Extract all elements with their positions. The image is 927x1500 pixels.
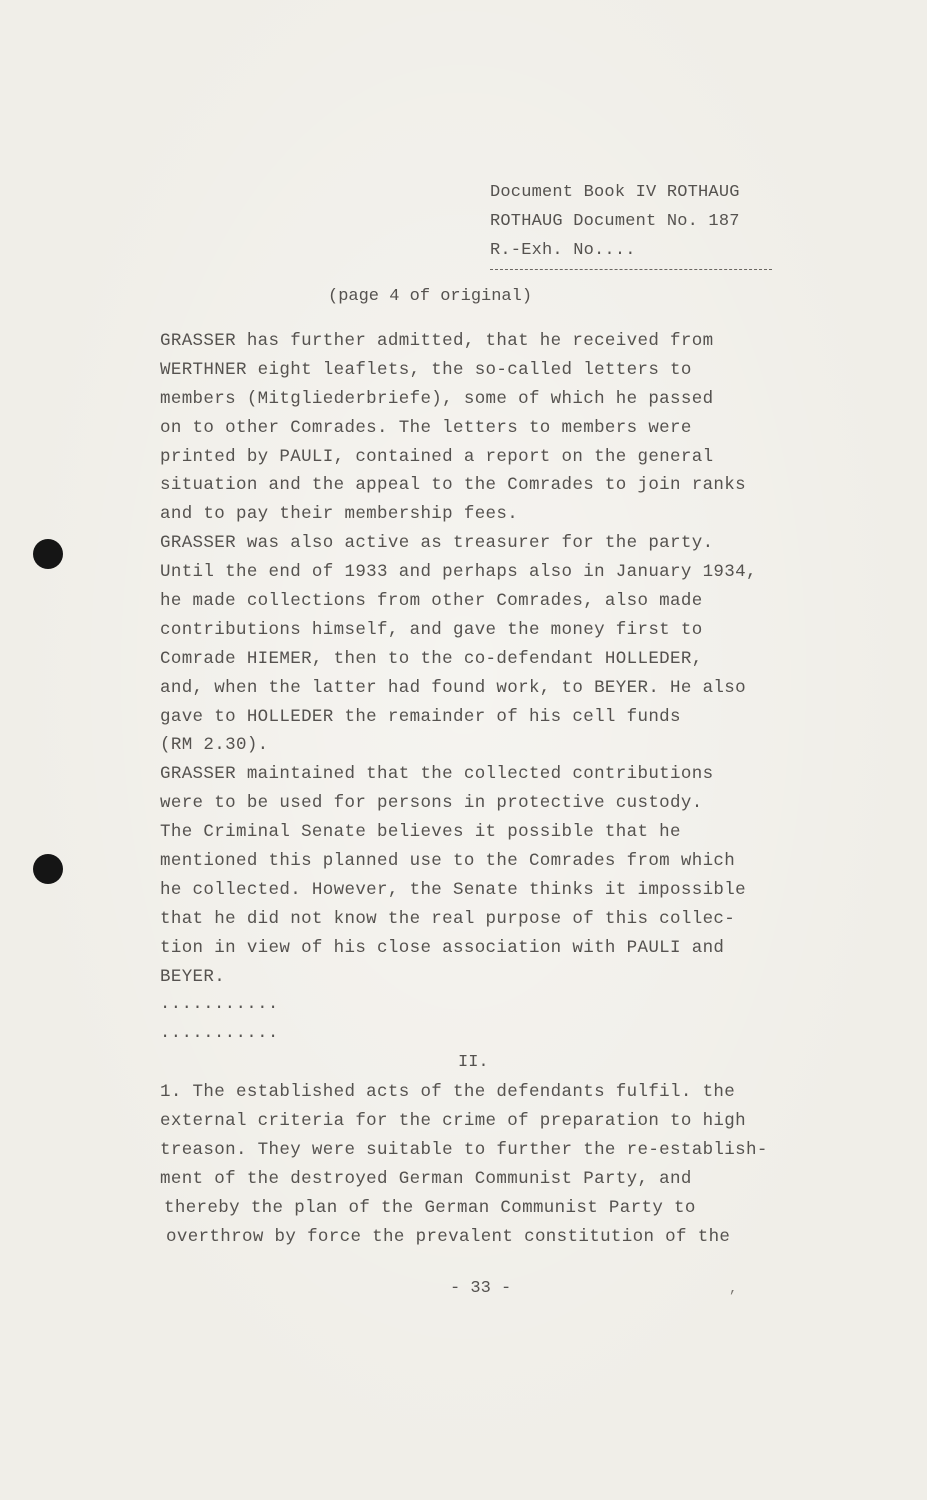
text-line: gave to HOLLEDER the remainder of his cell funds	[160, 706, 681, 727]
text-line: The Criminal Senate believes it possible that he	[160, 822, 681, 843]
paragraph-legal-criteria	[160, 1078, 860, 1251]
text-line: treason. They were suitable to further the re-establish-	[160, 1139, 768, 1160]
header-exhibit-number: R.-Exh. No....	[490, 241, 636, 260]
text-line: Until the end of 1933 and perhaps also in January 1934,	[160, 562, 757, 583]
header-document-number: ROTHAUG Document No. 187	[490, 212, 740, 231]
text-line: external criteria for the crime of preparation to high	[160, 1111, 746, 1132]
text-line: overthrow by force the prevalent constitution of the	[166, 1226, 731, 1247]
paragraph-grasser-leaflets	[160, 327, 860, 529]
text-line: he collected. However, the Senate thinks it impossible	[160, 879, 746, 900]
text-line: 1. The established acts of the defendants fulfil. the	[160, 1082, 736, 1103]
text-line: tion in view of his close association with PAULI and	[160, 937, 725, 958]
section-heading: II.	[458, 1053, 489, 1073]
text-line: situation and the appeal to the Comrades to join ranks	[160, 475, 746, 496]
text-line: he made collections from other Comrades, also made	[160, 591, 703, 612]
text-line: BEYER.	[160, 966, 226, 987]
omission-ellipsis: ...........	[160, 995, 279, 1015]
header-book-line: Document Book IV ROTHAUG	[490, 183, 740, 202]
text-line: GRASSER was also active as treasurer for the party.	[160, 533, 714, 554]
header-rule	[490, 269, 772, 270]
text-line: Comrade HIEMER, then to the co-defendant HOLLEDER,	[160, 648, 703, 669]
text-line: WERTHNER eight leaflets, the so-called letters to	[160, 359, 692, 380]
page-number: - 33 -	[450, 1279, 512, 1298]
document-header	[490, 178, 780, 270]
text-line: GRASSER has further admitted, that he received from	[160, 331, 714, 351]
omission-ellipsis: ...........	[160, 1024, 279, 1044]
paragraph-grasser-treasurer	[160, 529, 860, 760]
text-line: mentioned this planned use to the Comrades from which	[160, 851, 736, 872]
text-line: on to other Comrades. The letters to members were	[160, 417, 692, 438]
text-line: and to pay their membership fees.	[160, 504, 519, 525]
text-line: thereby the plan of the German Communist Party to	[164, 1197, 696, 1218]
text-line: printed by PAULI, contained a report on the general	[160, 446, 714, 467]
text-line: (RM 2.30).	[160, 735, 269, 756]
text-line: members (Mitgliederbriefe), some of which he passed	[160, 388, 714, 409]
punch-hole-top	[33, 539, 63, 569]
paragraph-senate-assessment	[160, 760, 860, 991]
document-body	[160, 327, 860, 1252]
text-line: were to be used for persons in protective custody.	[160, 793, 703, 814]
original-page-reference: (page 4 of original)	[328, 287, 533, 306]
stray-ink-mark: ,	[729, 1281, 738, 1297]
text-line: and, when the latter had found work, to BEYER. He also	[160, 677, 746, 698]
text-line: that he did not know the real purpose of this collec-	[160, 908, 736, 929]
punch-hole-bottom	[33, 854, 63, 884]
text-line: ment of the destroyed German Communist Party, and	[160, 1168, 692, 1189]
text-line: contributions himself, and gave the money first to	[160, 619, 703, 640]
text-line: GRASSER maintained that the collected contributions	[160, 764, 714, 785]
